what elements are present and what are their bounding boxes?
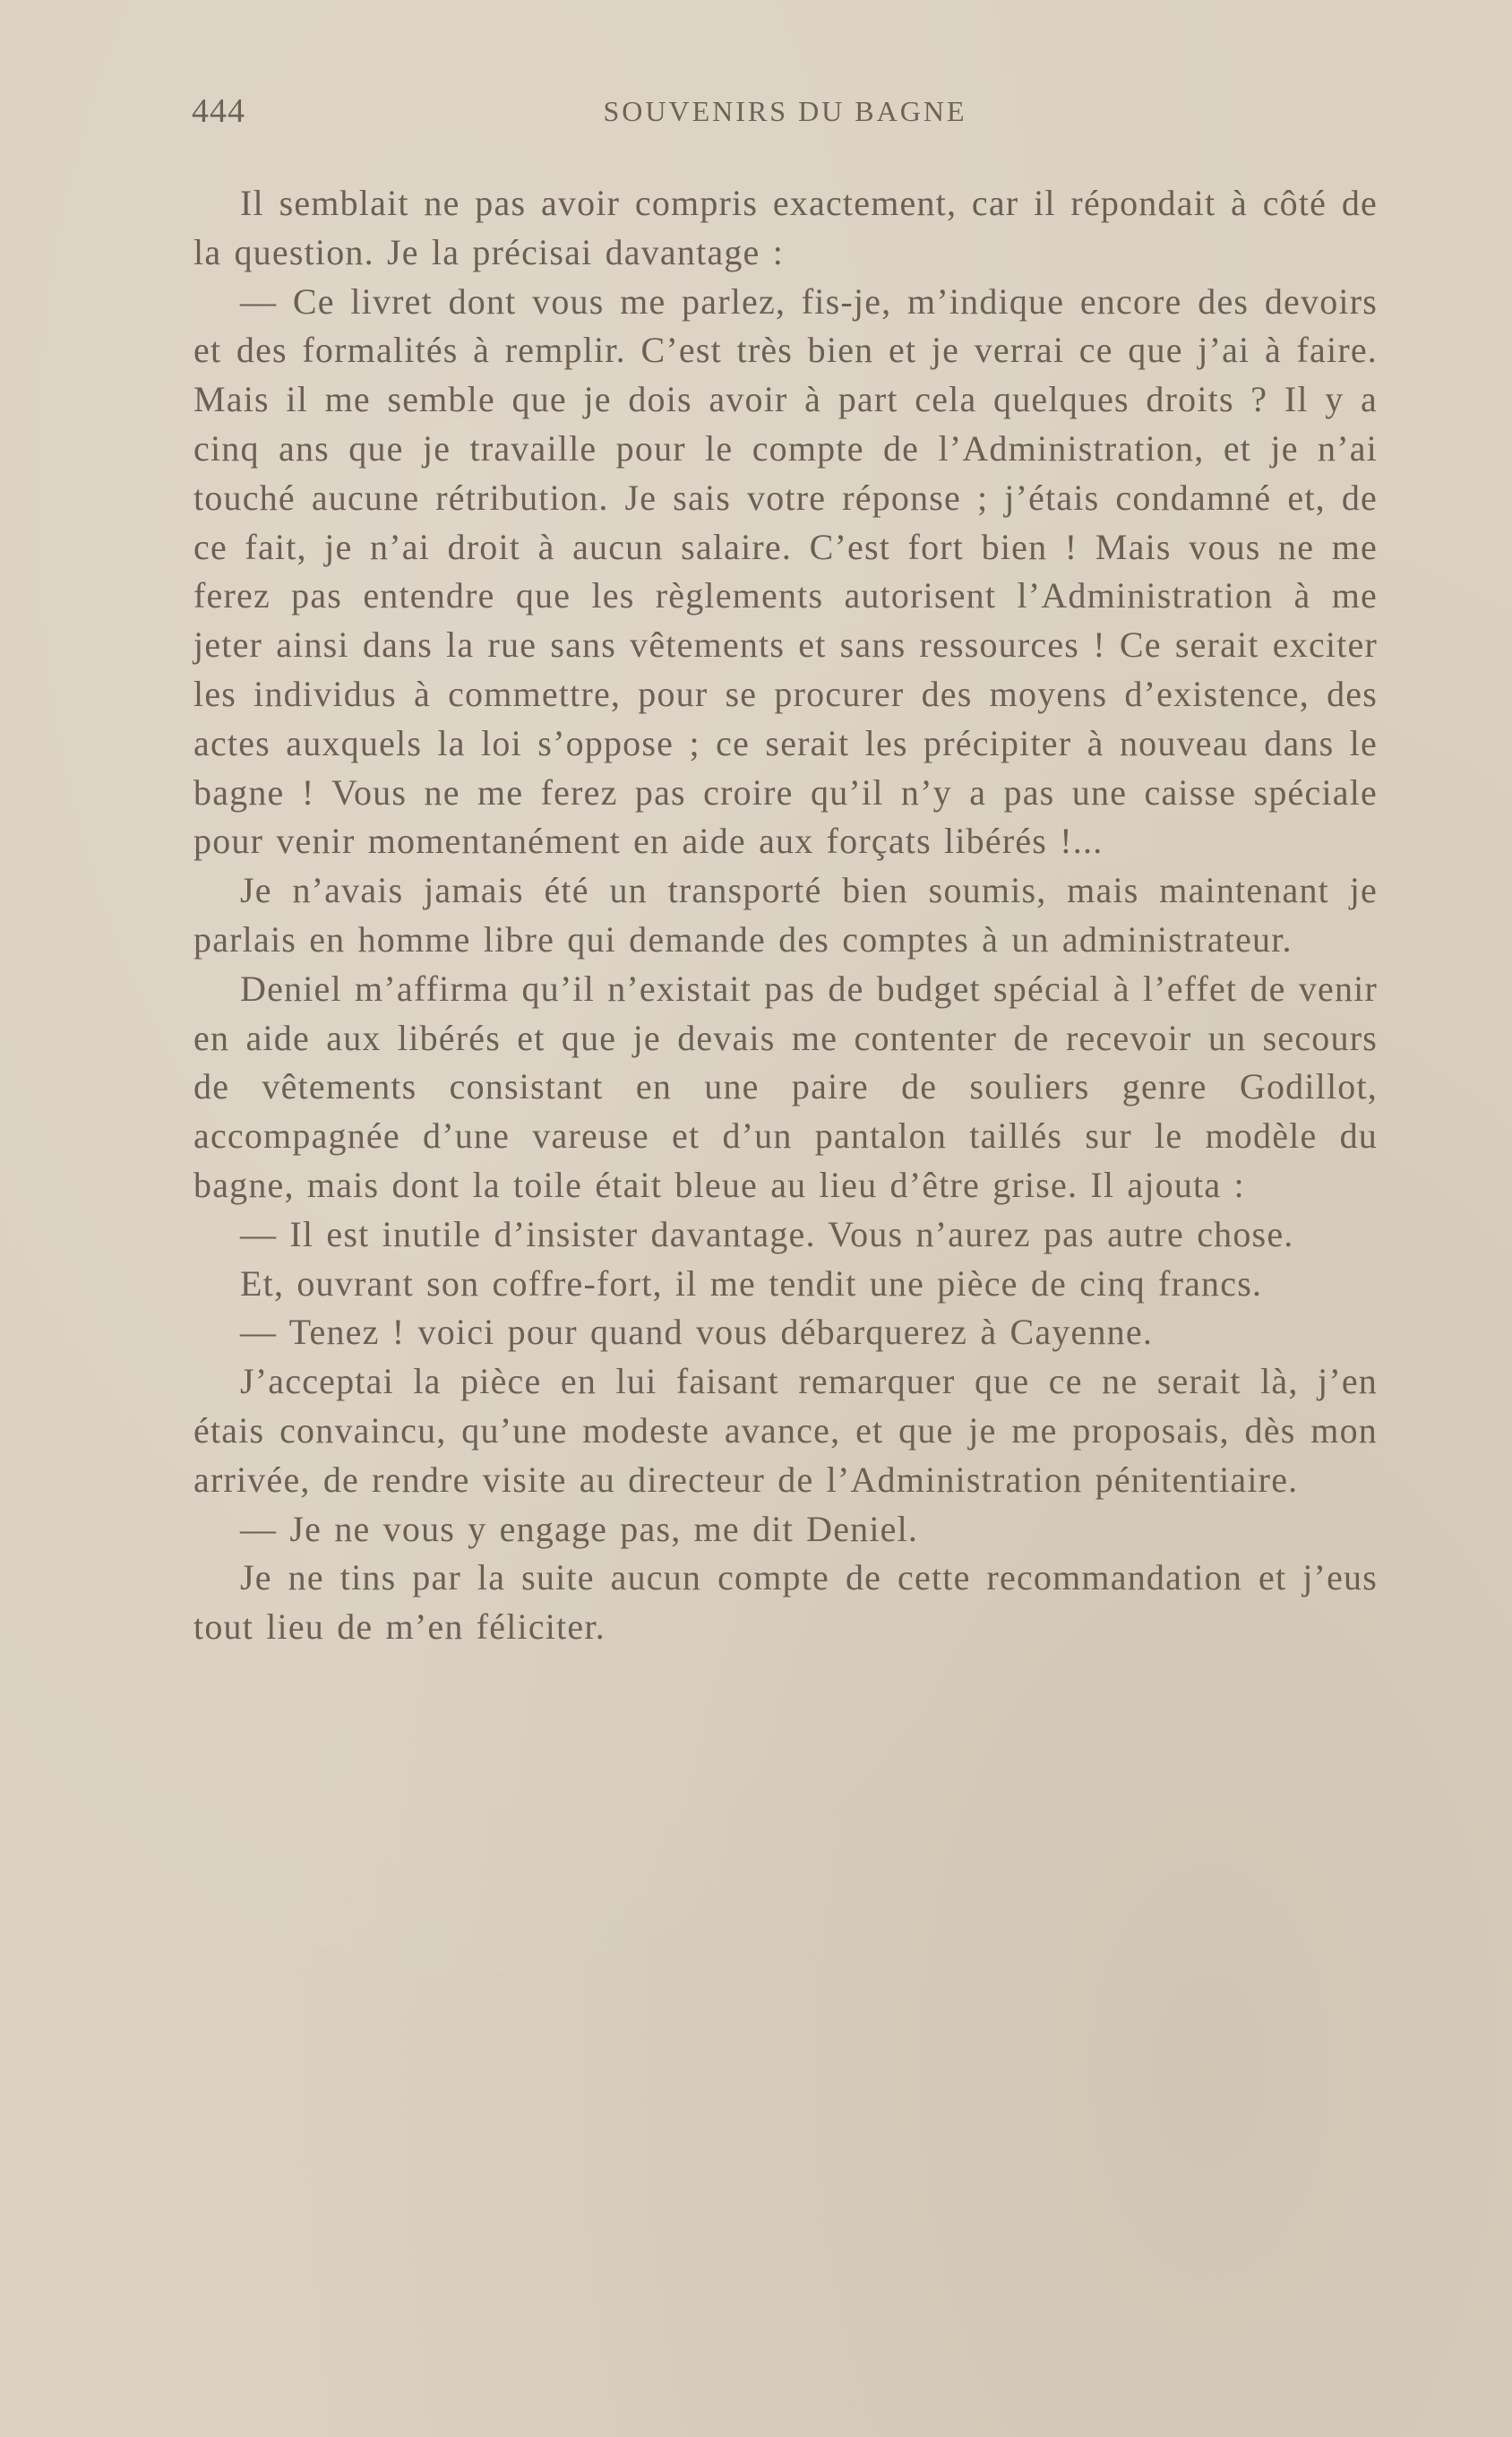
paragraph: — Tenez ! voici pour quand vous débarquerez à Cayenne. xyxy=(240,1312,1154,1353)
page-header xyxy=(192,91,1379,145)
paragraph: Il semblait ne pas avoir compris exactement, car il répondait à côté de la question. Je la précisai davantage : xyxy=(193,183,1378,272)
paragraph: J’acceptai la pièce en lui faisant remarquer que ce ne serait là, j’en étais convaincu, qu’une modeste avance, et que je me proposais, dès mon arrivée, de rendre visite au directeur de l’Administration pénitentiaire. xyxy=(193,1361,1378,1500)
paragraph: Je n’avais jamais été un transporté bien soumis, mais maintenant je parlais en homme libre qui demande des comptes à un administrateur. xyxy=(193,870,1378,960)
running-title: SOUVENIRS DU BAGNE xyxy=(603,95,967,127)
page-number: 444 xyxy=(192,92,245,130)
paragraph: — Il est inutile d’insister davantage. Vous n’aurez pas autre chose. xyxy=(240,1213,1294,1254)
paragraph: Je ne tins par la suite aucun compte de cette recommandation et j’eus tout lieu de m’en féliciter. xyxy=(193,1557,1378,1648)
body-text xyxy=(193,179,1378,1652)
paragraph: — Ce livret dont vous me parlez, fis-je, m’indique encore des devoirs et des formalités à remplir. C’est très bien et je verrai ce que j’ai à faire. Mais il me semble que je dois avoir à part cela quelques droits ? Il y a cinq ans que je travaille pour le compte de l’Administration, et je n’ai touché aucune rétribution. Je sais votre réponse ; j’étais condamné et, de ce fait, je n’ai droit à aucun salaire. C’est fort bien ! Mais vous ne me ferez pas entendre que les règlements autorisent l’Administration à me jeter ainsi dans la rue sans vêtements et sans ressources ! Ce serait exciter les individus à commettre, pour se procurer des moyens d’existence, des actes auxquels la loi s’oppose ; ce serait les précipiter à nouveau dans le bagne ! Vous ne me ferez pas croire qu’il n’y a pas une caisse spéciale pour venir momentanément en aide aux forçats libérés !... xyxy=(193,280,1378,862)
paragraph: — Je ne vous y engage pas, me dit Deniel. xyxy=(240,1508,919,1549)
paragraph: Et, ouvrant son coffre-fort, il me tendit une pièce de cinq francs. xyxy=(240,1262,1263,1304)
paragraph: Deniel m’affirma qu’il n’existait pas de budget spécial à l’effet de venir en aide aux libérés et que je devais me contenter de recevoir un secours de vêtements consistant en une paire de souliers genre Godillot, accompagnée d’une vareuse et d’un pantalon taillés sur le modèle du bagne, mais dont la toile était bleue au lieu d’être grise. Il ajouta : xyxy=(193,968,1378,1205)
